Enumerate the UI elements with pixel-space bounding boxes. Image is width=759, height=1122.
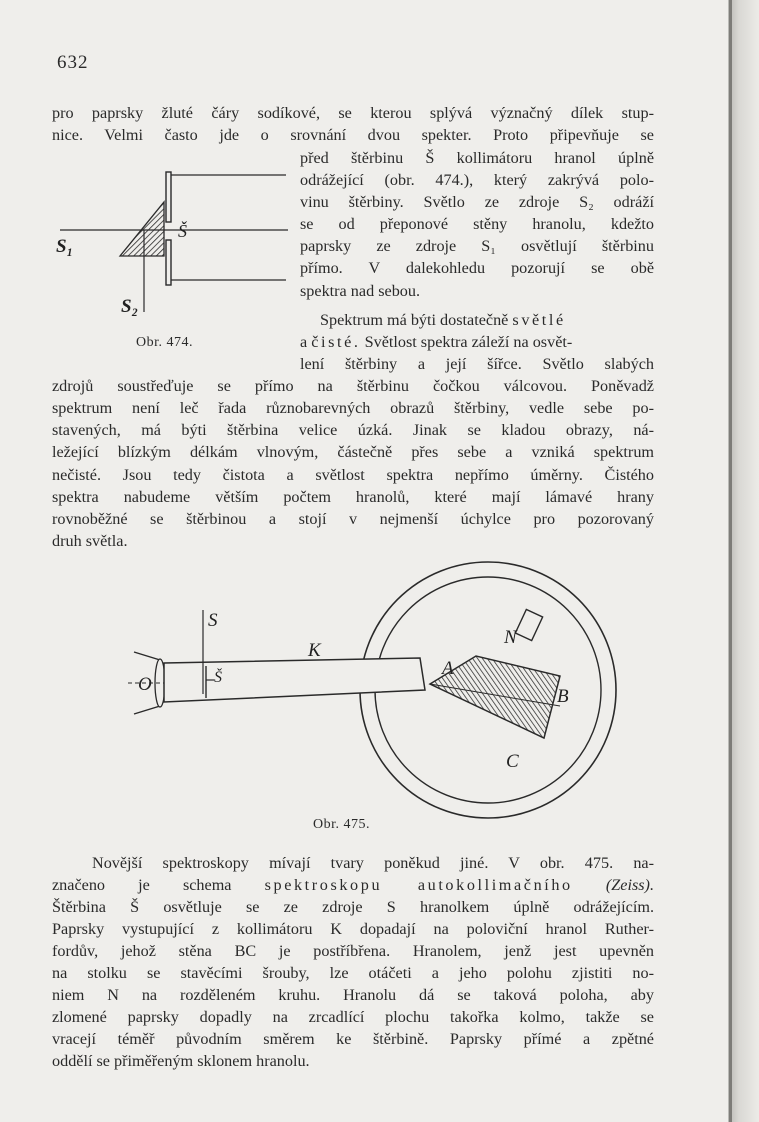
page-number: 632 xyxy=(57,52,89,73)
text-line: fordův, jehož stěna BC je postříbřena. Hranolem, jenž jest upevněn xyxy=(52,942,654,960)
text-line: nice. Velmi často jde o srovnání dvou spekter. Proto připevňuje se xyxy=(52,126,654,144)
page-gutter xyxy=(728,0,759,1122)
label-slit: Š xyxy=(178,221,187,241)
label-a: A xyxy=(442,658,454,679)
text-line: nečisté. Jsou tedy čistota a světlost spektra nepřímo úměrny. Čistého xyxy=(52,466,654,484)
gutter-edge-line xyxy=(729,0,732,1122)
author-name: (Zeiss). xyxy=(605,876,654,894)
label-b: B xyxy=(557,686,569,707)
text-line: se od přeponové stěny hranolu, kdežto xyxy=(300,215,654,233)
total-reflection-prism xyxy=(120,202,164,256)
text-span: Spektrum má býti dostatečně xyxy=(320,311,509,329)
label-s1: S₁ xyxy=(56,236,74,257)
text-line: vracejí téměř původním směrem ke štěrbině. Paprsky přímé a zpětné xyxy=(52,1030,654,1048)
emphasis-span: spektroskopu autokollimačního xyxy=(264,876,573,894)
slit-plate-lower xyxy=(166,240,171,285)
label-slit: Š xyxy=(214,669,222,686)
figure-475-caption: Obr. 475. xyxy=(313,817,370,832)
text-line: Paprsky vystupující z kollimátoru K dopadají na poloviční hranol Ruther- xyxy=(52,920,654,938)
text-line: Štěrbina Š osvětluje se ze zdroje S hranolkem úplně odrážejícím. xyxy=(52,898,654,916)
text-line: niem N na rozděleném kruhu. Hranolu dá se taková poloha, aby xyxy=(52,986,654,1004)
text-line: lení štěrbiny a její šířce. Světlo slabých xyxy=(300,355,654,373)
text-line: pro paprsky žluté čáry sodíkové, se kterou splývá význačný dílek stup- xyxy=(52,104,654,122)
text-line: zlomené paprsky dopadly na zrcadlící plochu takořka kolmo, takže se xyxy=(52,1008,654,1026)
slit-plate-upper xyxy=(166,172,171,222)
label-o: O xyxy=(138,674,152,695)
emphasis-span: čisté. xyxy=(311,333,361,351)
text-line: stavených, má býti štěrbina velice úzká. Jinak se kladou obrazy, ná- xyxy=(52,421,654,439)
text-line: před štěrbinu Š kollimátoru hranol úplně xyxy=(300,149,654,167)
text-line: Novější spektroskopy mívají tvary poněkud jiné. V obr. 475. na- xyxy=(92,854,654,872)
label-s: S xyxy=(208,610,218,631)
figure-475 xyxy=(120,560,640,810)
figure-474-caption: Obr. 474. xyxy=(136,335,193,350)
text-line xyxy=(52,875,654,895)
text-span: Světlost spektra záleží na osvět- xyxy=(364,333,573,351)
text-line: oddělí se přiměřeným sklonem hranolu. xyxy=(52,1052,310,1070)
text-line: rovnoběžné se štěrbinou a stojí v nejmenší úchylce pro pozorovaný xyxy=(52,510,654,528)
text-line xyxy=(300,332,572,352)
label-n: N xyxy=(504,627,517,648)
label-s2: S₂ xyxy=(121,296,139,317)
text-line: odrážející (obr. 474.), který zakrývá polo- xyxy=(300,171,654,189)
text-line: přímo. V dalekohledu pozorují se obě xyxy=(300,259,654,277)
text-line: vinu štěrbiny. Světlo ze zdroje S₂ odráží xyxy=(300,193,654,211)
text-line: spektra nad sebou. xyxy=(300,282,421,300)
text-span: a xyxy=(300,333,308,351)
text-line xyxy=(320,310,566,330)
text-span: značeno je schema xyxy=(52,876,232,894)
emphasis-span: světlé xyxy=(512,311,566,329)
text-line: druh světla. xyxy=(52,532,128,550)
figure-474 xyxy=(48,160,298,350)
label-c: C xyxy=(506,751,519,772)
text-line: ležející blízkým délkám vlnovým, částečně přes sebe a vzniká spektrum xyxy=(52,443,654,461)
text-line: spektra nabudeme větším počtem hranolů, které mají lámavé hrany xyxy=(52,488,654,506)
text-line: zdrojů soustřeďuje se přímo na štěrbinu čočkou válcovou. Poněvadž xyxy=(52,377,654,395)
text-line: na stolku se stavěcími šrouby, lze otáčeti a jeho polohu zjistiti no- xyxy=(52,964,654,982)
text-line: paprsky ze zdroje S₁ osvětlují štěrbinu xyxy=(300,237,654,255)
label-k: K xyxy=(308,640,321,661)
vernier xyxy=(515,609,542,640)
text-line: spektrum není leč řada různobarevných obrazů štěrbiny, vedle sebe po- xyxy=(52,399,654,417)
